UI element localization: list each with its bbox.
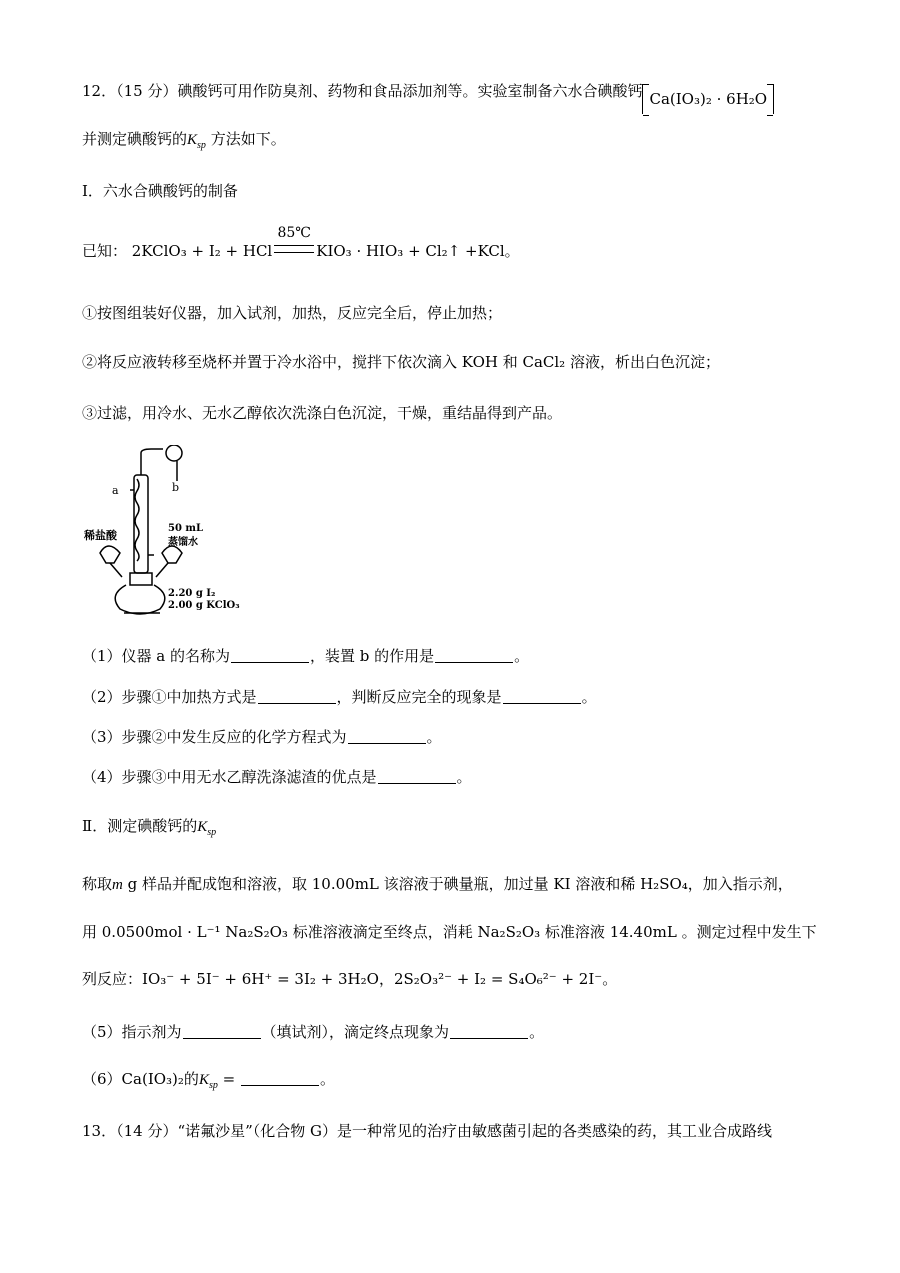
answer-blank[interactable]: [348, 729, 426, 744]
label-kclo3: 2.00 g KClO₃: [168, 600, 240, 611]
label-i2: 2.20 g I₂: [168, 588, 216, 599]
label-hcl: 稀盐酸: [84, 529, 117, 542]
reaction-2: 2S₂O₃²⁻ + I₂ = S₄O₆²⁻ + 2I⁻: [393, 970, 603, 988]
calcium-iodate-formula: Ca(IO₃)₂: [121, 1070, 184, 1088]
question-2: （2）步骤①中加热方式是 ，判断反应完全的现象是 。: [82, 688, 597, 706]
question-number: 12．: [82, 82, 117, 100]
answer-blank[interactable]: [450, 1024, 528, 1039]
part2-para-1: 称取m g 样品并配成饱和溶液，取 10.00mL 该溶液于碘量瓶，加过量 KI 溶液和稀 H₂SO₄，加入指示剂，: [82, 875, 793, 893]
answer-blank[interactable]: [231, 648, 309, 663]
q12-intro-line: [82, 80, 774, 114]
label-b: b: [172, 481, 180, 494]
question-3: （3）步骤②中发生反应的化学方程式为 。: [82, 728, 442, 746]
answer-blank[interactable]: [378, 769, 456, 784]
part2-heading: Ⅱ．测定碘酸钙的$K_{sp}$: [82, 817, 217, 838]
reaction-1: IO₃⁻ + 5I⁻ + 6H⁺ = 3I₂ + 3H₂O: [142, 970, 379, 988]
intro-text: 碘酸钙可用作防臭剂、药物和食品添加剂等。实验室制备六水合碘酸钙: [177, 82, 643, 100]
label-a: a: [112, 484, 119, 497]
hydrate-formula: Ca(IO₃)₂ · 6H₂O: [642, 84, 774, 114]
answer-blank[interactable]: [503, 689, 581, 704]
answer-blank[interactable]: [435, 648, 513, 663]
step-3: ③过滤，用冷水、无水乙醇依次洗涤白色沉淀，干燥，重结晶得到产品。: [82, 404, 563, 422]
answer-blank[interactable]: [241, 1071, 319, 1086]
question-4: （4）步骤③中用无水乙醇洗涤滤渣的优点是 。: [82, 768, 472, 786]
part2-para-2: 用 0.0500mol · L⁻¹ Na₂S₂O₃ 标准溶液滴定至终点，消耗 Na₂S₂O₃ 标准溶液 14.40mL 。测定过程中发生下: [82, 923, 817, 941]
step-1: ①按图组装好仪器，加入试剂，加热，反应完全后，停止加热；: [82, 304, 503, 322]
apparatus-diagram: [82, 445, 272, 620]
q12-intro-line-2: 并测定碘酸钙的$K_{sp}$ 方法如下。: [82, 130, 286, 151]
known-equation: 已知： 2KClO₃ + I₂ + HCl 85℃ KIO₃ · HIO₃ + Cl₂↑ +KCl。: [82, 225, 520, 260]
part1-heading: Ⅰ．六水合碘酸钙的制备: [82, 182, 238, 200]
ksp-symbol: $K_{sp}$: [187, 132, 206, 151]
q13-intro: 13．（14 分）“诺氟沙星”（化合物 G）是一种常见的治疗由敏感菌引起的各类感染的药，其工业合成路线: [82, 1122, 773, 1140]
label-water: 蒸馏水: [168, 537, 198, 548]
equation-products: KIO₃ · HIO₃ + Cl₂↑ +KCl: [316, 242, 505, 260]
question-score: （15 分）: [116, 82, 178, 100]
answer-blank[interactable]: [183, 1024, 261, 1039]
answer-blank[interactable]: [258, 689, 336, 704]
equation-reactants: 2KClO₃ + I₂ + HCl: [131, 242, 273, 260]
label-water-volume: 50 mL: [168, 523, 204, 534]
question-1: （1）仪器 a 的名称为 ，装置 b 的作用是 。: [82, 647, 530, 665]
equation-condition: 85℃: [272, 240, 316, 262]
question-6: （6）Ca(IO₃)₂的$K_{sp}$ = 。: [82, 1070, 335, 1091]
question-5: （5）指示剂为 （填试剂），滴定终点现象为 。: [82, 1023, 545, 1041]
part2-reactions: 列反应：IO₃⁻ + 5I⁻ + 6H⁺ = 3I₂ + 3H₂O，2S₂O₃²⁻ + I₂ = S₄O₆²⁻ + 2I⁻。: [82, 970, 618, 988]
step-2: ②将反应液转移至烧杯并置于冷水浴中，搅拌下依次滴入 KOH 和 CaCl₂ 溶液，析出白色沉淀；: [82, 353, 720, 371]
